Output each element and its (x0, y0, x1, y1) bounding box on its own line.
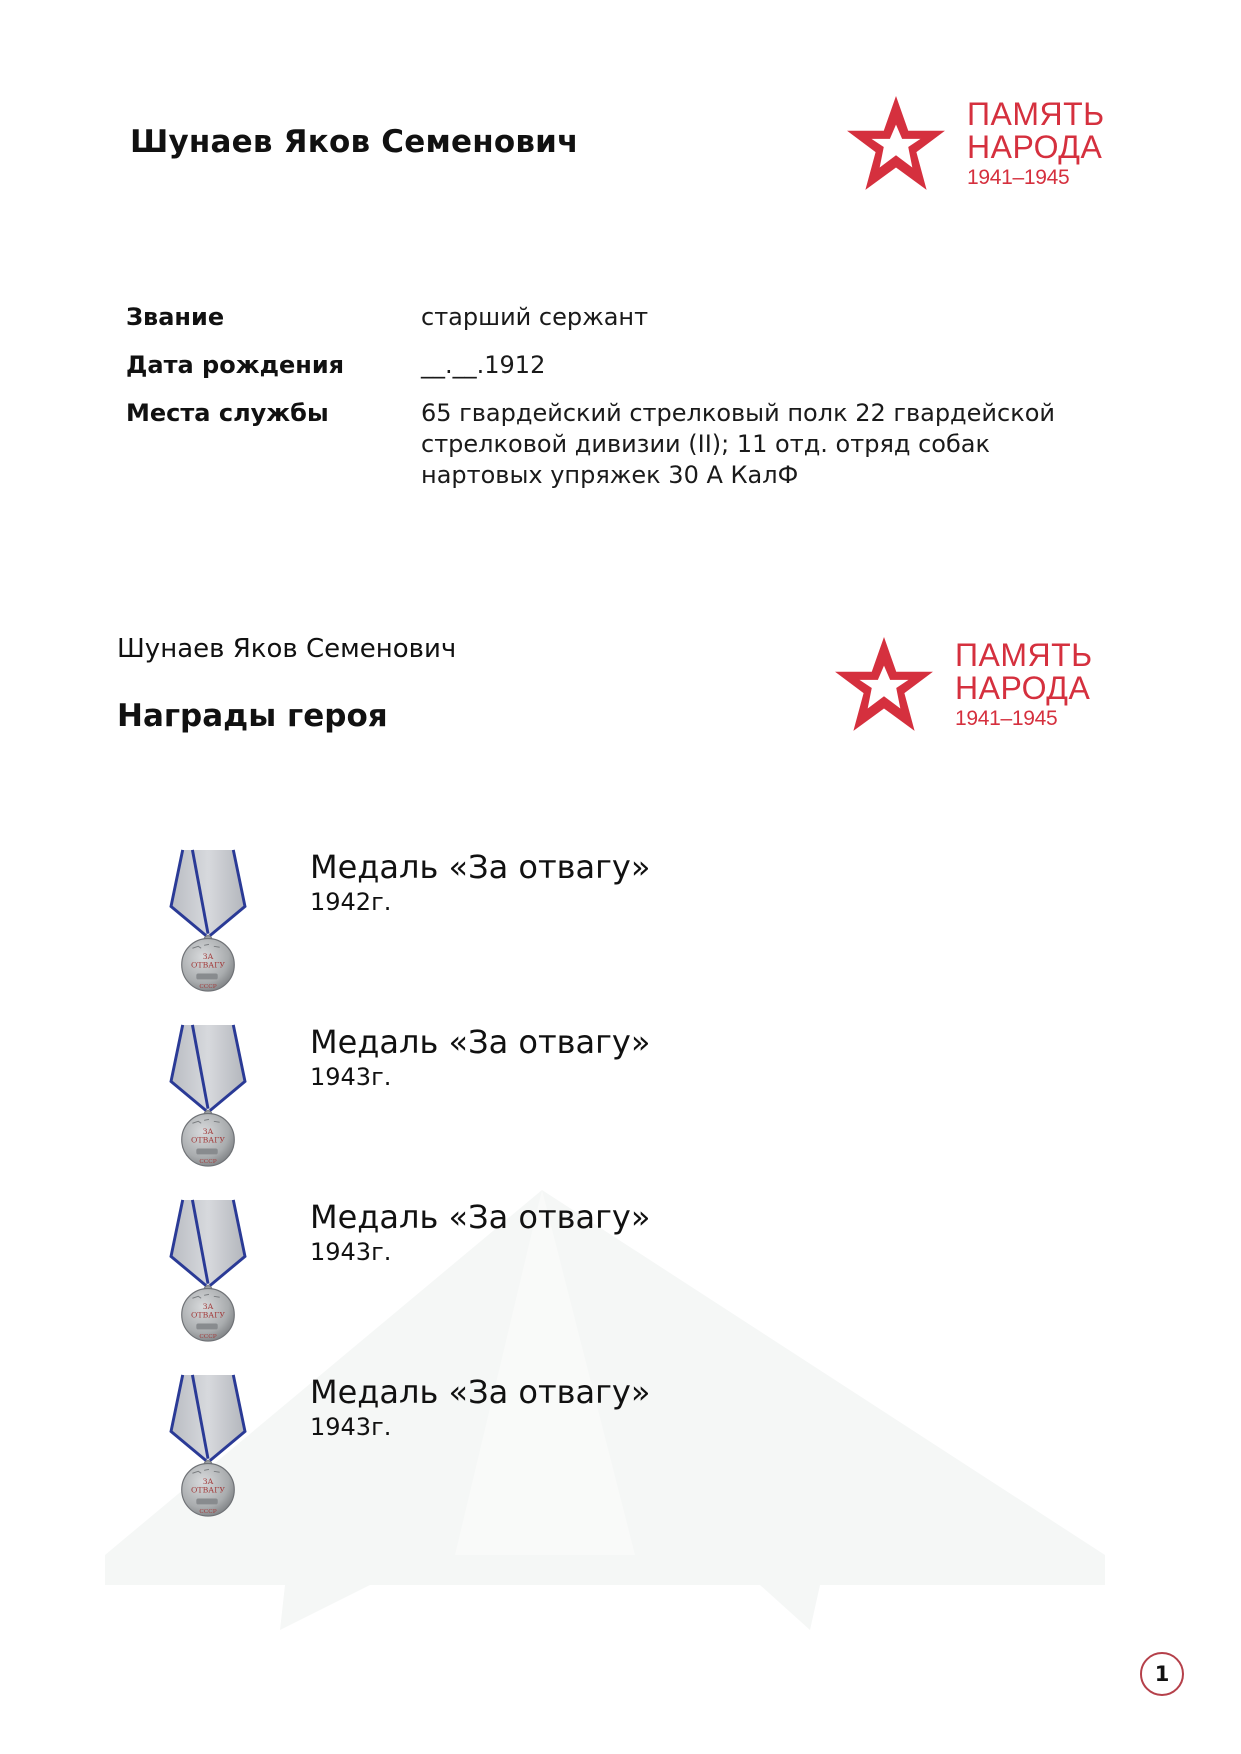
award-item (168, 1373, 868, 1548)
page-number-badge: 1 (1140, 1652, 1184, 1696)
logo-line-2: НАРОДА (955, 670, 1091, 706)
awards-person-name: Шунаев Яков Семенович (117, 634, 457, 664)
medal-for-courage-icon (168, 1198, 248, 1344)
page-title: Шунаев Яков Семенович (130, 124, 579, 160)
info-value: 65 гвардейский стрелковый полк 22 гвардейской стрелковой дивизии (II); 11 отд. отряд собак нартовых упряжек 30 А КалФ (421, 399, 1055, 489)
award-name: Медаль «За отвагу» (310, 848, 651, 886)
logo-line-1: ПАМЯТЬ (955, 637, 1093, 673)
awards-title: Награды героя (117, 698, 388, 734)
info-row-rank (126, 302, 1081, 333)
awards-list (168, 848, 868, 1548)
award-name: Медаль «За отвагу» (310, 1373, 651, 1411)
logo-years: 1941–1945 (955, 707, 1058, 730)
award-item (168, 1023, 868, 1198)
award-year: 1942г. (310, 888, 392, 916)
award-name: Медаль «За отвагу» (310, 1198, 651, 1236)
award-item (168, 1198, 868, 1373)
pamyat-naroda-logo (833, 635, 1103, 745)
logo-line-2: НАРОДА (967, 129, 1103, 165)
info-value: старший сержант (421, 303, 649, 331)
award-year: 1943г. (310, 1063, 392, 1091)
info-value: __.__.1912 (421, 351, 546, 379)
info-label: Звание (126, 303, 225, 331)
logo-line-1: ПАМЯТЬ (967, 96, 1105, 132)
award-item (168, 848, 868, 1023)
info-label: Дата рождения (126, 351, 345, 379)
medal-for-courage-icon (168, 1023, 248, 1169)
info-label: Места службы (126, 399, 329, 427)
medal-for-courage-icon (168, 1373, 248, 1519)
person-info-table (126, 302, 1081, 508)
red-star-icon (833, 635, 935, 737)
medal-for-courage-icon (168, 848, 248, 994)
info-row-service-places (126, 398, 1081, 491)
award-year: 1943г. (310, 1413, 392, 1441)
red-star-icon (845, 94, 947, 196)
award-year: 1943г. (310, 1238, 392, 1266)
pamyat-naroda-logo (845, 94, 1115, 204)
award-name: Медаль «За отвагу» (310, 1023, 651, 1061)
info-row-birth-date (126, 350, 1081, 381)
logo-years: 1941–1945 (967, 166, 1070, 189)
